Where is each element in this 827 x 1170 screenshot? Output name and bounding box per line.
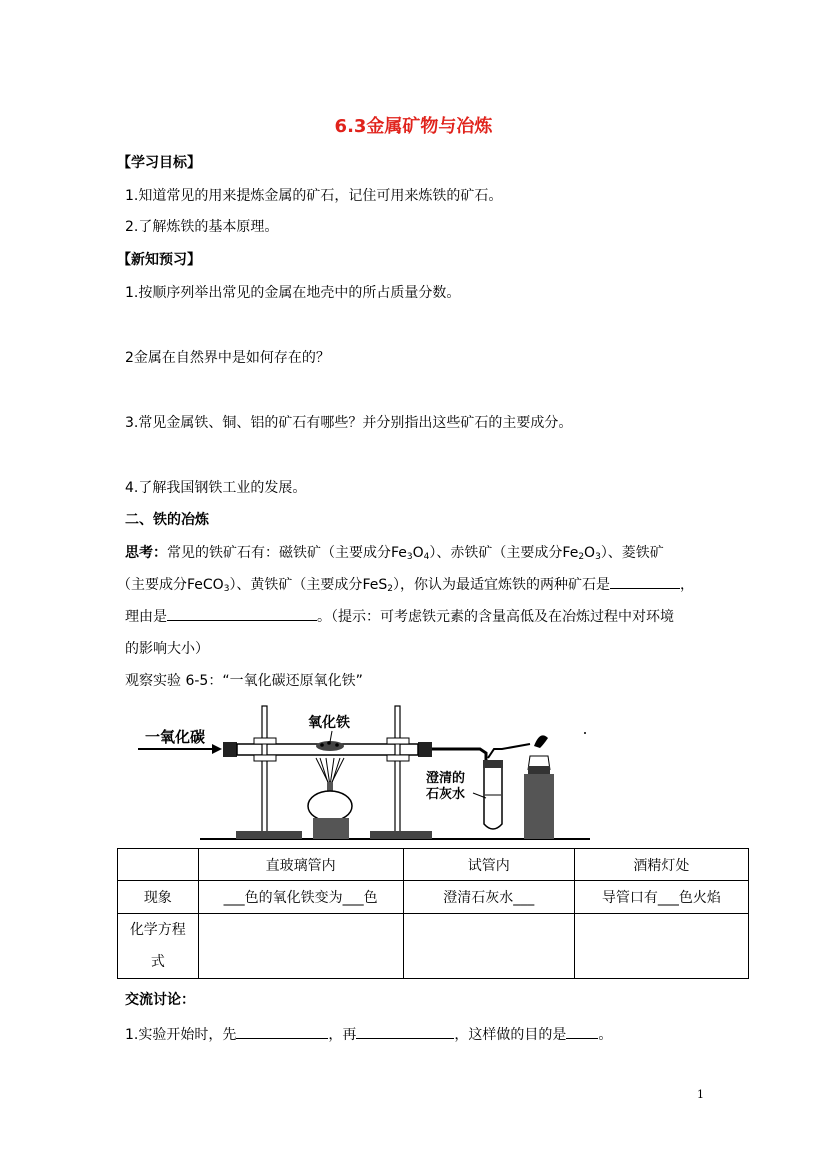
table-cell	[118, 914, 199, 979]
discussion-heading: 交流讨论：	[125, 992, 195, 1008]
experiment-table	[117, 848, 749, 979]
think-text: ），你认为最适宜炼铁的两种矿石是	[392, 577, 610, 593]
section-goals-heading: 【学习目标】	[117, 155, 201, 171]
formula-feco3: FeCO$_3$	[187, 577, 230, 594]
page-number: 1	[697, 1088, 704, 1101]
preview-question-3: 3.常见金属铁、铜、铝的矿石有哪些？并分别指出这些矿石的主要成分。	[125, 415, 573, 431]
discussion-text: ，这样做的目的是	[454, 1027, 567, 1043]
limewater-label-line-1: 澄清的	[426, 771, 466, 786]
equation-label-line-2: 式	[150, 954, 165, 970]
think-text: ）、黄铁矿（主要成分	[229, 577, 363, 593]
formula-fes2: FeS$_2$	[362, 577, 393, 594]
think-label: 思考：	[125, 545, 167, 561]
discussion-text: 1.实验开始时，先	[125, 1027, 237, 1043]
think-text: 理由是	[125, 609, 167, 625]
think-line-1	[125, 542, 664, 562]
discussion-text: ，再	[328, 1027, 357, 1043]
preview-question-1: 1.按顺序列举出常见的金属在地壳中的所占质量分数。	[125, 285, 461, 301]
right-iron-stand	[370, 706, 432, 839]
discussion-question-1	[125, 1024, 612, 1044]
burner-flame-icon	[316, 758, 344, 786]
table-header-cell	[118, 849, 199, 881]
table-cell[interactable]: 澄清石灰水___	[403, 881, 574, 914]
formula-fe3o4: $Fe_3O_4$	[391, 545, 430, 562]
table-header-row	[118, 849, 749, 881]
formula-fe2o3: $Fe_2O_3$	[562, 545, 601, 562]
think-line-2	[117, 574, 694, 594]
iron-oxide-sample	[316, 741, 344, 751]
think-text: （主要成分	[117, 577, 187, 593]
answer-blank-then[interactable]	[356, 1024, 454, 1039]
discussion-text: 。	[598, 1027, 613, 1043]
table-row-equation	[118, 914, 749, 979]
left-iron-stand	[236, 706, 302, 839]
section-preview-heading: 【新知预习】	[117, 252, 201, 268]
table-cell[interactable]	[403, 914, 574, 979]
think-text: 常见的铁矿石有：磁铁矿（主要成分	[167, 545, 391, 561]
left-stopper	[223, 742, 237, 757]
table-cell[interactable]: ___色的氧化铁变为___色	[198, 881, 403, 914]
answer-blank-reason[interactable]	[167, 606, 317, 621]
table-cell[interactable]	[198, 914, 403, 979]
table-cell[interactable]	[574, 914, 748, 979]
table-cell: 现象	[118, 881, 199, 914]
table-header-cell: 直玻璃管内	[198, 849, 403, 881]
table-header-cell: 酒精灯处	[574, 849, 748, 881]
answer-blank-first[interactable]	[236, 1024, 328, 1039]
think-text: ，	[679, 577, 694, 593]
page-title: 6.3金属矿物与冶炼	[334, 116, 493, 137]
think-text: 。（提示：可考虑铁元素的含量高低及在冶炼过程中对环境	[317, 609, 674, 625]
iron-oxide-label: 氧化铁	[308, 715, 350, 731]
right-alcohol-lamp	[524, 735, 554, 839]
think-text: ）、菱铁矿	[600, 545, 664, 561]
goal-2: 2.了解炼铁的基本原理。	[125, 219, 279, 235]
answer-blank-purpose[interactable]	[566, 1024, 598, 1039]
preview-question-2: 2金属在自然界中是如何存在的？	[125, 350, 330, 366]
equation-label-line-1: 化学方程	[129, 922, 186, 938]
answer-blank-ores[interactable]	[610, 574, 680, 589]
limewater-label-line-2: 石灰水	[426, 787, 466, 802]
goal-1: 1.知道常见的用来提炼金属的矿石，记住可用来炼铁的矿石。	[125, 188, 503, 204]
section-iron-heading: 二、铁的冶炼	[125, 512, 209, 528]
right-stopper	[418, 742, 432, 757]
think-text: ）、赤铁矿（主要成分	[429, 545, 563, 561]
alcohol-lamp	[308, 782, 352, 839]
preview-question-4: 4.了解我国钢铁工业的发展。	[125, 480, 307, 496]
test-tube	[483, 760, 503, 829]
table-row-phenomenon	[118, 881, 749, 914]
think-line-3	[125, 606, 674, 626]
think-line-4: 的影响大小）	[125, 641, 209, 657]
table-cell[interactable]: 导管口有___色火焰	[574, 881, 748, 914]
experiment-apparatus-diagram	[130, 700, 600, 842]
observe-experiment: 观察实验 6-5：“一氧化碳还原氧化铁”	[125, 673, 363, 689]
co-label: 一氧化碳	[145, 728, 206, 746]
table-header-cell: 试管内	[403, 849, 574, 881]
